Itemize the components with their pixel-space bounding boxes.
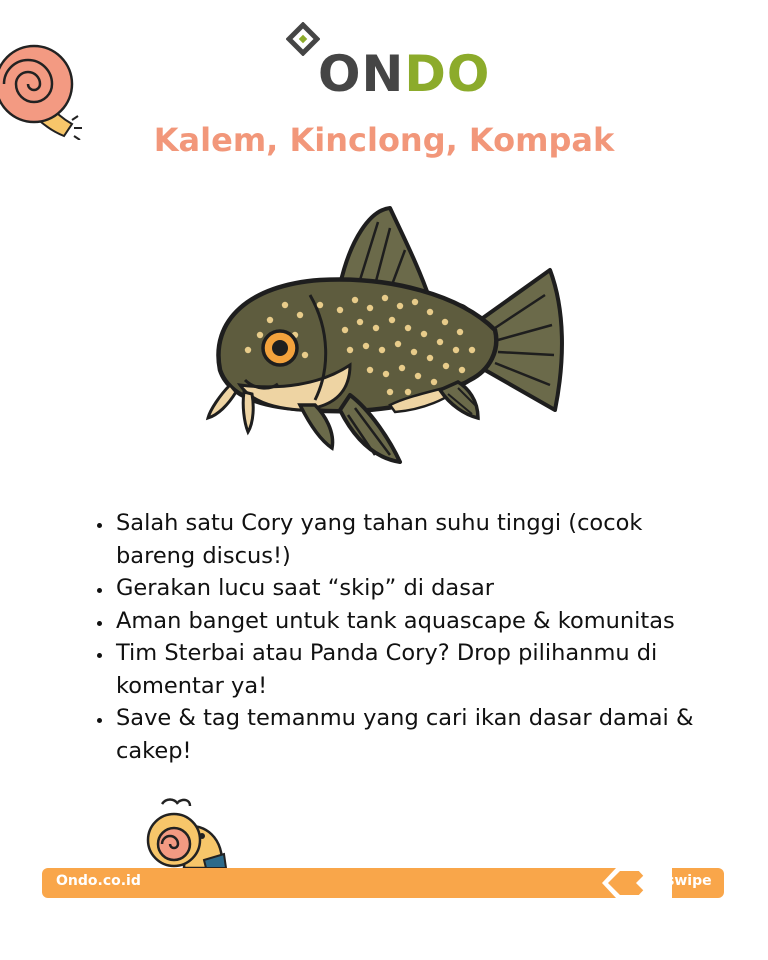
tagline: Kalem, Kinclong, Kompak <box>153 121 615 159</box>
feature-list <box>86 507 724 767</box>
list-item: • Aman banget untuk tank aquascape & komunitas <box>114 605 724 638</box>
logo-wordmark <box>318 44 490 104</box>
ondo-logo <box>286 22 491 103</box>
swipe-label: swipe <box>666 873 712 889</box>
footer-bar <box>42 868 724 898</box>
cory-catfish-illustration <box>200 200 570 470</box>
logo-suffix: DO <box>404 45 491 103</box>
footer-site-link[interactable]: Ondo.co.id <box>56 873 141 889</box>
snail-icon <box>144 796 230 870</box>
list-item: • Tim Sterbai atau Panda Cory? Drop pilihanmu di komentar ya! <box>114 637 724 702</box>
logo-diamond-icon <box>286 22 320 56</box>
logo-prefix: ON <box>318 45 405 103</box>
list-item: • Salah satu Cory yang tahan suhu tinggi (cocok bareng discus!) <box>114 507 724 572</box>
list-item: • Save & tag temanmu yang cari ikan dasar damai & cakep! <box>114 702 724 767</box>
list-item: • Gerakan lucu saat “skip” di dasar <box>114 572 724 605</box>
chevron-left-icon <box>602 868 672 898</box>
